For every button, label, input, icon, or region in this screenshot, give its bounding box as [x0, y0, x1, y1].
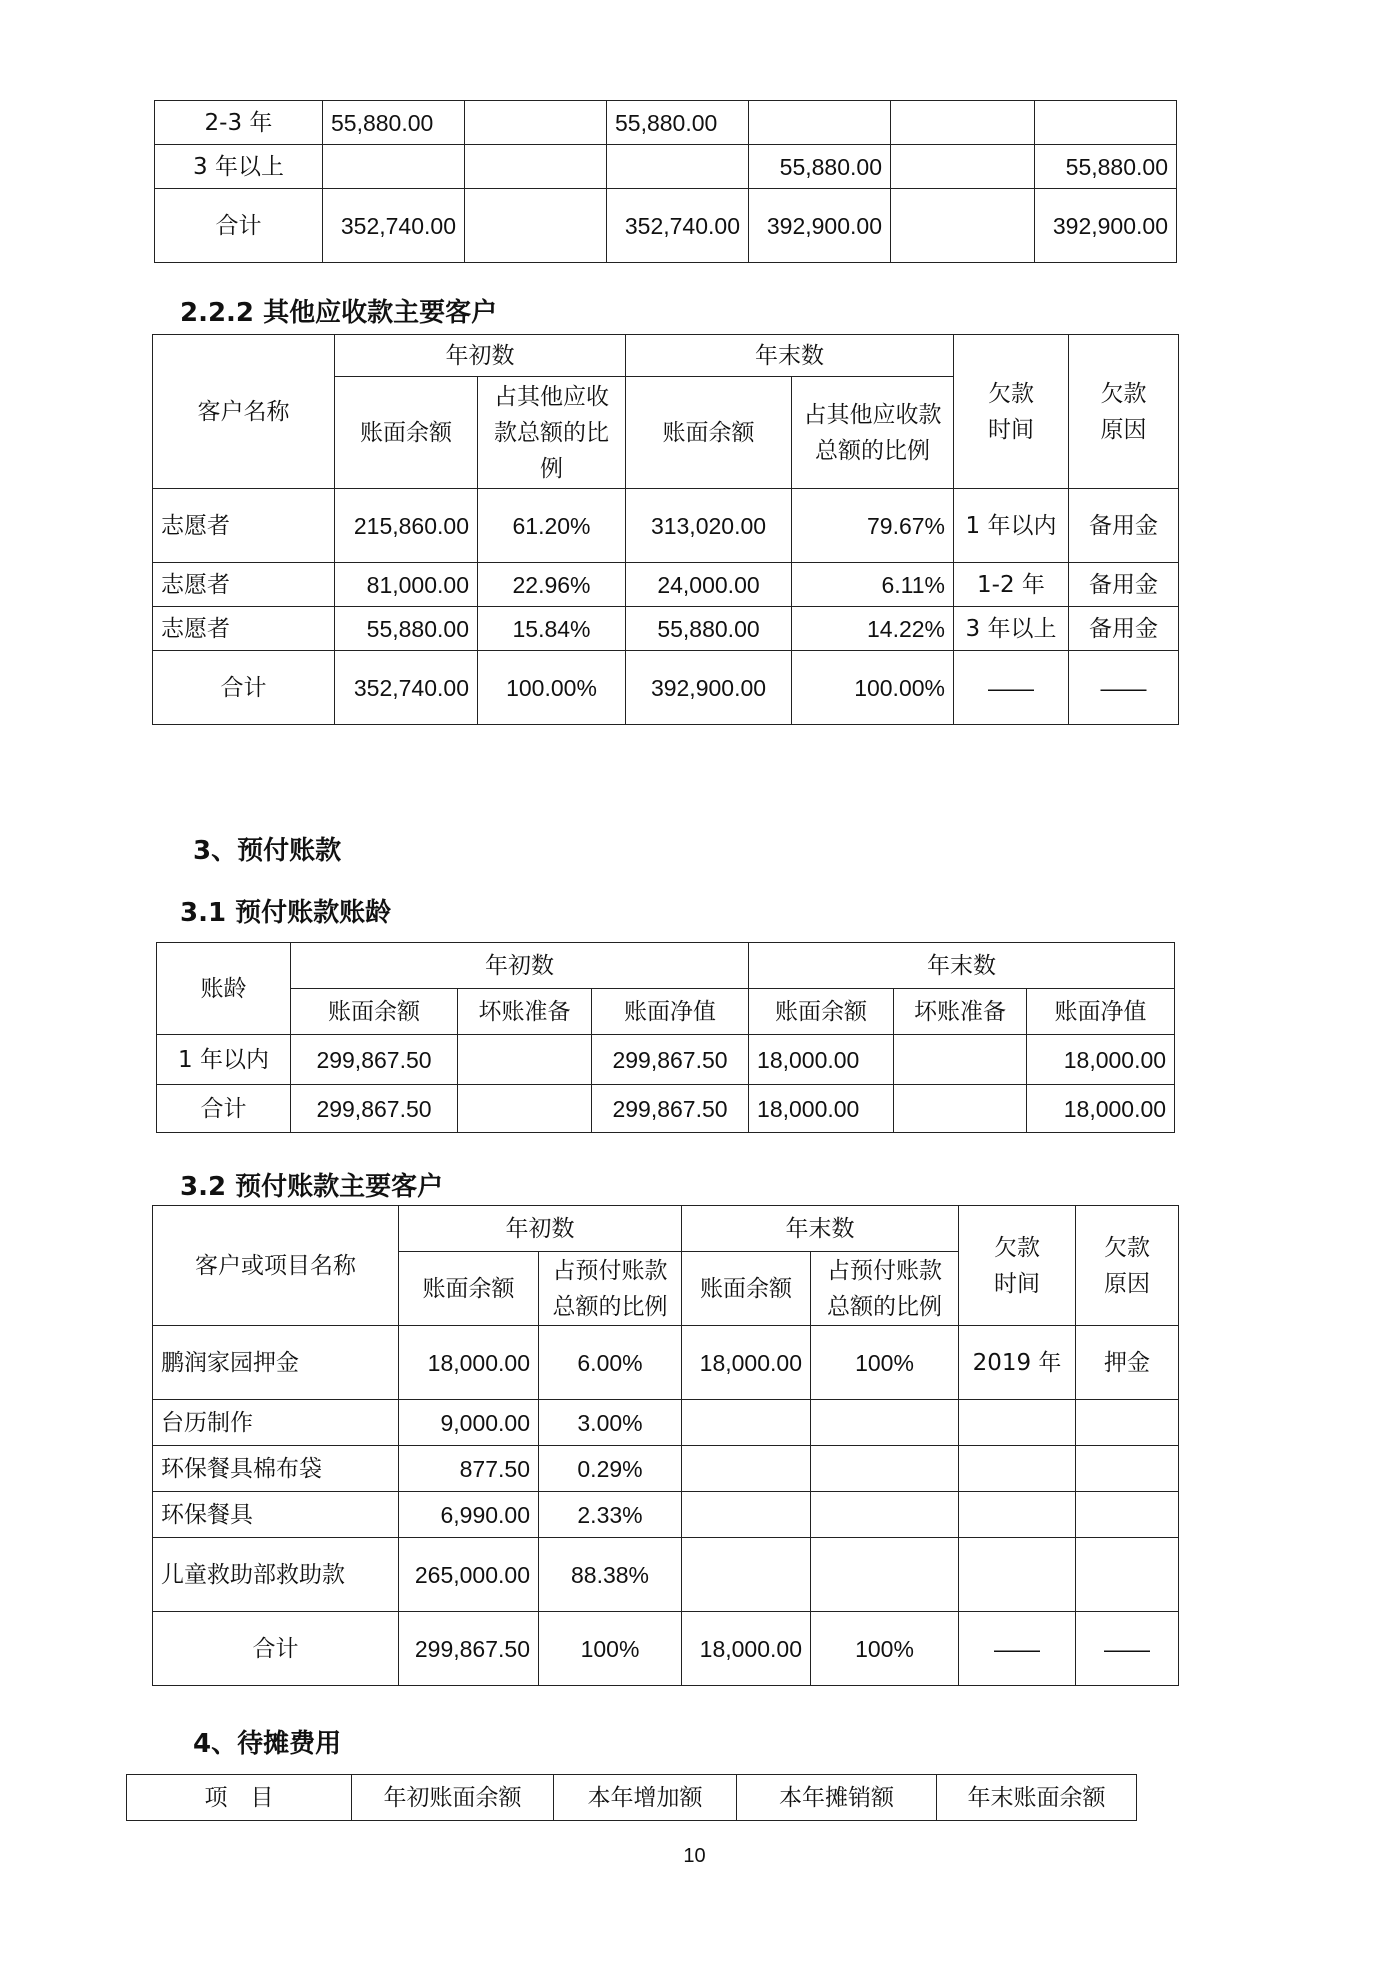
table-row: [155, 101, 1177, 145]
customer-name: 志愿者: [153, 563, 335, 607]
section-heading-2-2-2: 2.2.2 其他应收款主要客户: [180, 298, 498, 328]
customer-name: 志愿者: [153, 489, 335, 563]
table-row: [153, 1446, 1179, 1492]
table-row: [153, 563, 1179, 607]
cell: [465, 145, 607, 189]
cell: [959, 1492, 1076, 1538]
page-number: 10: [683, 1845, 706, 1867]
cell: 299,867.50: [592, 1035, 749, 1085]
cell: [959, 1446, 1076, 1492]
header-ratio: 占其他应收款总额的比例: [792, 377, 954, 489]
cell: 1-2 年: [954, 563, 1069, 607]
other-receivables-customers-table: [152, 334, 1179, 725]
section-heading-3-1: 3.1 预付账款账龄: [180, 898, 392, 928]
cell: 55,880.00: [607, 101, 749, 145]
header-ratio: 占预付账款总额的比例: [539, 1252, 682, 1326]
cell: 88.38%: [539, 1538, 682, 1612]
cell: 15.84%: [478, 607, 626, 651]
table-row: [157, 1035, 1175, 1085]
cell: 352,740.00: [335, 651, 478, 725]
header-provision: 坏账准备: [458, 989, 592, 1035]
header-begin: 年初数: [399, 1206, 682, 1252]
header-net: 账面净值: [592, 989, 749, 1035]
header-item: 项 目: [127, 1775, 352, 1821]
header-balance: 账面余额: [749, 989, 894, 1035]
cell: [607, 145, 749, 189]
cell: 22.96%: [478, 563, 626, 607]
cell: 299,867.50: [399, 1612, 539, 1686]
cell: 352,740.00: [323, 189, 465, 263]
customer-name: 环保餐具: [153, 1492, 399, 1538]
cell: 2.33%: [539, 1492, 682, 1538]
header-time: 欠款时间: [959, 1206, 1076, 1326]
cell: 392,900.00: [749, 189, 891, 263]
aging-label: 2-3 年: [155, 101, 323, 145]
cell: 81,000.00: [335, 563, 478, 607]
header-reason: 欠款原因: [1069, 335, 1179, 489]
cell: 299,867.50: [291, 1085, 458, 1133]
cell: 352,740.00: [607, 189, 749, 263]
cell: [1076, 1538, 1179, 1612]
total-label: 合计: [155, 189, 323, 263]
table-header-row: [127, 1775, 1137, 1821]
cell: [458, 1035, 592, 1085]
customer-name: 志愿者: [153, 607, 335, 651]
cell: 55,880.00: [335, 607, 478, 651]
header-amortization: 本年摊销额: [737, 1775, 937, 1821]
header-net: 账面净值: [1027, 989, 1175, 1035]
cell: 6.00%: [539, 1326, 682, 1400]
header-begin: 年初数: [335, 335, 626, 377]
table-header-row: [157, 943, 1175, 989]
cell: 55,880.00: [323, 101, 465, 145]
cell: ——: [959, 1612, 1076, 1686]
header-balance: 账面余额: [335, 377, 478, 489]
cell: 18,000.00: [399, 1326, 539, 1400]
cell: [811, 1400, 959, 1446]
table-row: [153, 1538, 1179, 1612]
aging-label: 1 年以内: [157, 1035, 291, 1085]
cell: 18,000.00: [682, 1612, 811, 1686]
cell: 18,000.00: [1027, 1035, 1175, 1085]
table-row: [153, 1492, 1179, 1538]
total-label: 合计: [157, 1085, 291, 1133]
cell: 9,000.00: [399, 1400, 539, 1446]
cell: [1076, 1400, 1179, 1446]
header-end: 年末数: [626, 335, 954, 377]
header-reason: 欠款原因: [1076, 1206, 1179, 1326]
cell: 79.67%: [792, 489, 954, 563]
cell: [894, 1035, 1027, 1085]
cell: 14.22%: [792, 607, 954, 651]
table-row: [155, 145, 1177, 189]
section-heading-4: 4、待摊费用: [193, 1729, 342, 1759]
cell: [682, 1492, 811, 1538]
cell: ——: [954, 651, 1069, 725]
header-end: 年末数: [749, 943, 1175, 989]
header-balance: 账面余额: [399, 1252, 539, 1326]
cell: [811, 1492, 959, 1538]
cell: [891, 101, 1035, 145]
cell: [682, 1400, 811, 1446]
cell: 55,880.00: [749, 145, 891, 189]
cell: [749, 101, 891, 145]
cell: 100%: [539, 1612, 682, 1686]
cell: 392,900.00: [626, 651, 792, 725]
cell: 877.50: [399, 1446, 539, 1492]
cell: 1 年以内: [954, 489, 1069, 563]
section-heading-3-2: 3.2 预付账款主要客户: [180, 1172, 444, 1202]
table-row: [153, 1326, 1179, 1400]
table-row: [153, 1400, 1179, 1446]
cell: 215,860.00: [335, 489, 478, 563]
cell: 55,880.00: [1035, 145, 1177, 189]
cell: [682, 1538, 811, 1612]
cell: [891, 145, 1035, 189]
header-time: 欠款时间: [954, 335, 1069, 489]
table-row: [157, 1085, 1175, 1133]
header-end: 年末数: [682, 1206, 959, 1252]
prepayments-customers-table: [152, 1205, 1179, 1686]
cell: 299,867.50: [592, 1085, 749, 1133]
customer-name: 儿童救助部救助款: [153, 1538, 399, 1612]
cell: 18,000.00: [682, 1326, 811, 1400]
aging-table-continued: [154, 100, 1177, 263]
header-ratio: 占预付账款总额的比例: [811, 1252, 959, 1326]
cell: [959, 1400, 1076, 1446]
cell: ——: [1076, 1612, 1179, 1686]
prepayments-aging-table: [156, 942, 1175, 1133]
cell: 55,880.00: [626, 607, 792, 651]
header-customer: 客户或项目名称: [153, 1206, 399, 1326]
header-end-balance: 年末账面余额: [937, 1775, 1137, 1821]
cell: 2019 年: [959, 1326, 1076, 1400]
cell: 6.11%: [792, 563, 954, 607]
table-row: [153, 489, 1179, 563]
header-increase: 本年增加额: [554, 1775, 737, 1821]
customer-name: 台历制作: [153, 1400, 399, 1446]
table-header-row: [157, 989, 1175, 1035]
cell: [811, 1446, 959, 1492]
customer-name: 鹏润家园押金: [153, 1326, 399, 1400]
aging-label: 3 年以上: [155, 145, 323, 189]
table-header-row: [153, 335, 1179, 377]
cell: 100.00%: [792, 651, 954, 725]
header-aging: 账龄: [157, 943, 291, 1035]
cell: [323, 145, 465, 189]
total-label: 合计: [153, 1612, 399, 1686]
cell: 100%: [811, 1612, 959, 1686]
header-customer: 客户名称: [153, 335, 335, 489]
cell: 备用金: [1069, 607, 1179, 651]
cell: 0.29%: [539, 1446, 682, 1492]
cell: [959, 1538, 1076, 1612]
cell: 313,020.00: [626, 489, 792, 563]
customer-name: 环保餐具棉布袋: [153, 1446, 399, 1492]
cell: [465, 189, 607, 263]
table-row: [155, 189, 1177, 263]
table-header-row: [153, 1206, 1179, 1252]
cell: [891, 189, 1035, 263]
cell: [894, 1085, 1027, 1133]
cell: [458, 1085, 592, 1133]
cell: 18,000.00: [1027, 1085, 1175, 1133]
cell: 3.00%: [539, 1400, 682, 1446]
cell: 100.00%: [478, 651, 626, 725]
cell: 备用金: [1069, 489, 1179, 563]
table-row: [153, 651, 1179, 725]
cell: 24,000.00: [626, 563, 792, 607]
cell: [465, 101, 607, 145]
cell: 18,000.00: [749, 1085, 894, 1133]
cell: [682, 1446, 811, 1492]
cell: 299,867.50: [291, 1035, 458, 1085]
table-row: [153, 607, 1179, 651]
cell: [1076, 1492, 1179, 1538]
cell: 备用金: [1069, 563, 1179, 607]
header-balance: 账面余额: [682, 1252, 811, 1326]
cell: [1076, 1446, 1179, 1492]
cell: [1035, 101, 1177, 145]
total-label: 合计: [153, 651, 335, 725]
header-begin-balance: 年初账面余额: [352, 1775, 554, 1821]
cell: 265,000.00: [399, 1538, 539, 1612]
cell: 押金: [1076, 1326, 1179, 1400]
header-begin: 年初数: [291, 943, 749, 989]
cell: 3 年以上: [954, 607, 1069, 651]
cell: ——: [1069, 651, 1179, 725]
header-provision: 坏账准备: [894, 989, 1027, 1035]
header-balance: 账面余额: [626, 377, 792, 489]
header-ratio: 占其他应收款总额的比例: [478, 377, 626, 489]
table-row: [153, 1612, 1179, 1686]
cell: [811, 1538, 959, 1612]
cell: 61.20%: [478, 489, 626, 563]
prepaid-expenses-table: [126, 1774, 1137, 1821]
header-balance: 账面余额: [291, 989, 458, 1035]
cell: 392,900.00: [1035, 189, 1177, 263]
cell: 6,990.00: [399, 1492, 539, 1538]
cell: 18,000.00: [749, 1035, 894, 1085]
section-heading-3: 3、预付账款: [193, 836, 342, 866]
cell: 100%: [811, 1326, 959, 1400]
